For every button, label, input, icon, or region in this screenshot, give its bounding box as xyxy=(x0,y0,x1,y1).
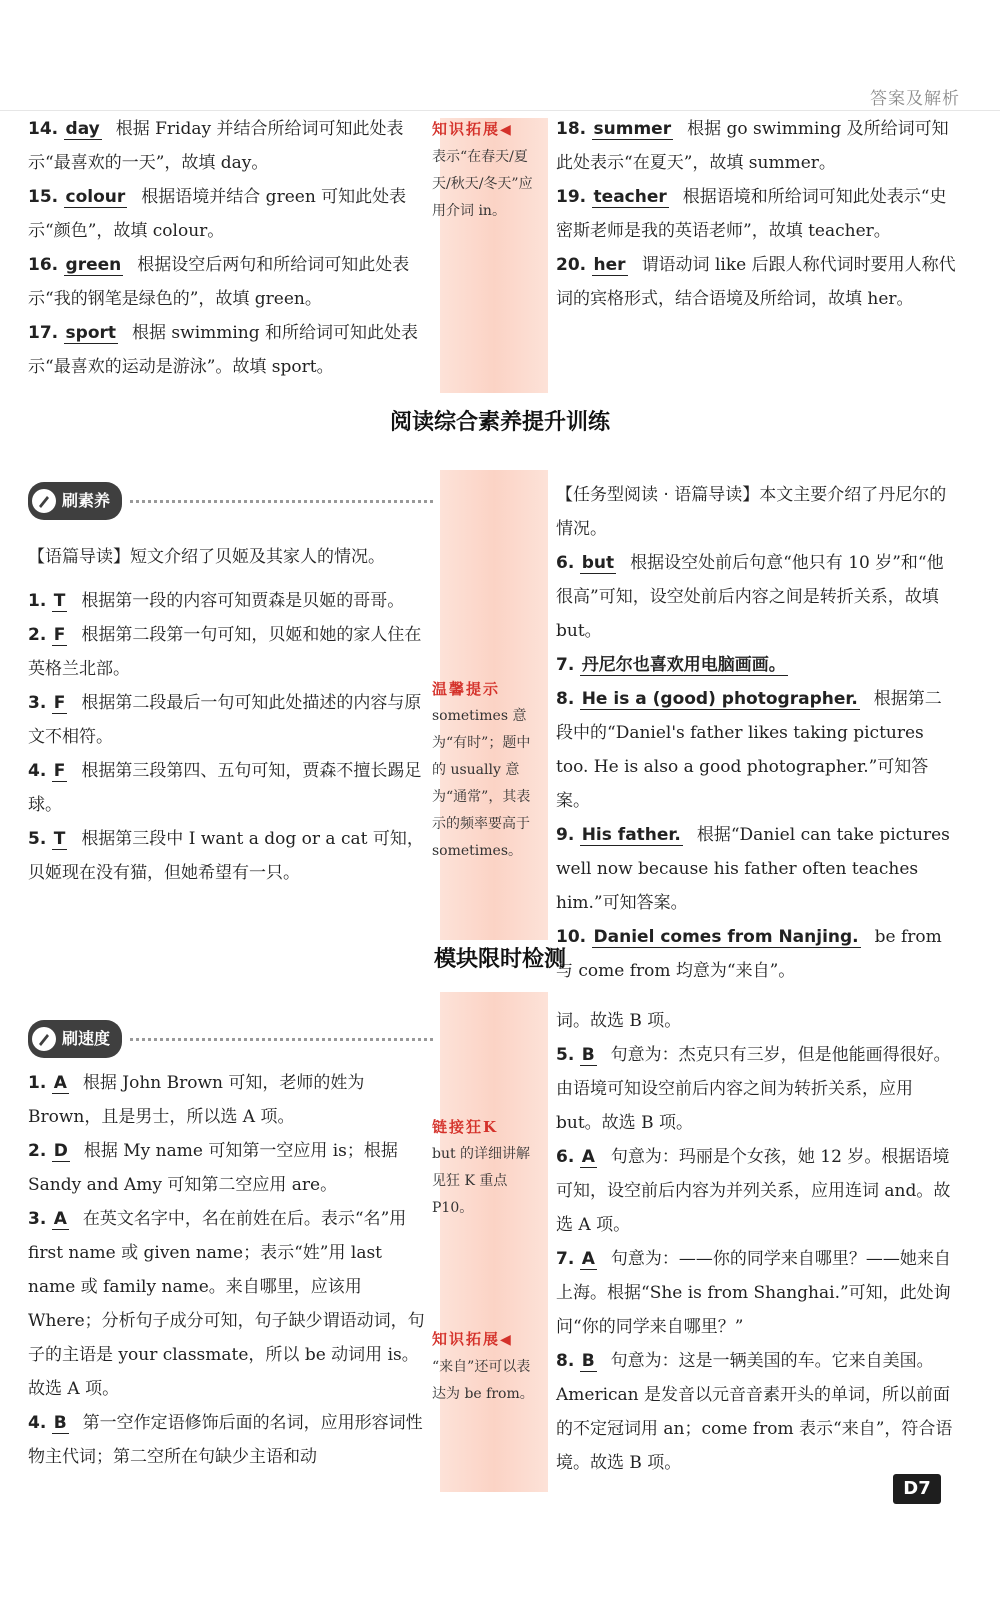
answer-word: T xyxy=(53,829,66,849)
note-title: 温馨提示 xyxy=(432,680,501,698)
answer-word: day xyxy=(65,119,100,139)
section1-left-column xyxy=(28,482,433,890)
answer-word: colour xyxy=(65,187,126,207)
side-note-tip xyxy=(432,676,542,865)
note-title: 知识拓展 xyxy=(432,1330,501,1348)
answer-item: 1. A 根据 John Brown 可知，老师的姓为 Brown，且是男士，所以选 A 项。 xyxy=(28,1073,365,1127)
section-tag: 刷速度 xyxy=(28,1020,122,1058)
answer-item: 16. green 根据设空后两句和所给词可知此处表示“我的钢笔是绿色的”，故填 green。 xyxy=(28,255,410,309)
answer-item: 18. summer 根据 go swimming 及所给词可知此处表示“在夏天”，故填 summer。 xyxy=(556,119,949,173)
answer-word: A xyxy=(53,1073,67,1093)
note-text: 表示“在春天/夏天/秋天/冬天”应用介词 in。 xyxy=(432,149,533,219)
answer-item: 14. day 根据 Friday 并结合所给词可知此处表示“最喜欢的一天”，故填 day。 xyxy=(28,119,404,173)
answer-word: B xyxy=(581,1351,595,1371)
answer-word: T xyxy=(53,591,66,611)
answer-item: 9. His father. 根据“Daniel can take pictures well now because his father often teaches him.”可知答案。 xyxy=(556,825,950,913)
answer-item: 4. B 第一空作定语修饰后面的名词，应用形容词性物主代词；第二空所在句缺少主语和动 xyxy=(28,1413,423,1467)
note-text: “来自”还可以表达为 be from。 xyxy=(432,1359,534,1402)
answer-item: 2. D 根据 My name 可知第一空应用 is；根据 Sandy and Amy 可知第二空应用 are。 xyxy=(28,1141,398,1195)
answer-item: 8. B 句意为：这是一辆美国的车。它来自美国。American 是发音以元音音素开头的单词，所以前面的不定冠词用 an；come from 表示“来自”，符合语境。故选 B 项。 xyxy=(556,1351,953,1473)
answer-word: He is a (good) photographer. xyxy=(581,689,858,709)
brush-icon xyxy=(32,1027,56,1051)
answer-word: B xyxy=(581,1045,595,1065)
note-title: 知识拓展 xyxy=(432,120,501,138)
note-text: but 的详细讲解见狂 K 重点 P10。 xyxy=(432,1146,531,1216)
answer-word: His father. xyxy=(581,825,681,845)
top-right-column xyxy=(556,112,956,316)
answer-word: D xyxy=(53,1141,68,1161)
answer-word: A xyxy=(581,1249,595,1269)
answer-item: 4. F 根据第三段第四、五句可知，贾森不擅长踢足球。 xyxy=(28,761,422,815)
side-note-knowledge xyxy=(432,1326,542,1408)
side-note-knowledge xyxy=(432,116,544,225)
passage-guide: 【语篇导读】短文介绍了贝姬及其家人的情况。 xyxy=(28,547,385,567)
answer-item: 5. B 句意为：杰克只有三岁，但是他能画得很好。由语境可知设空前后内容之间为转折关系，应用but。故选 B 项。 xyxy=(556,1045,951,1133)
tag-row xyxy=(28,482,433,520)
section2-right-column xyxy=(556,1004,956,1480)
arrow-icon: ◀ xyxy=(500,122,511,138)
answer-item: 5. T 根据第三段中 I want a dog or a cat 可知，贝姬现在没有猫，但她希望有一只。 xyxy=(28,829,424,883)
side-note-link xyxy=(432,1114,542,1222)
answer-word: but xyxy=(581,553,615,573)
answer-word: B xyxy=(53,1413,67,1433)
answer-word: her xyxy=(593,255,626,275)
answer-item: 2. F 根据第二段第一句可知，贝姬和她的家人住在英格兰北部。 xyxy=(28,625,422,679)
task-reading-guide: 【任务型阅读 · 语篇导读】本文主要介绍了丹尼尔的情况。 xyxy=(556,485,947,539)
section2-left-column xyxy=(28,1020,433,1474)
answer-item: 1. T 根据第一段的内容可知贾森是贝姬的哥哥。 xyxy=(28,591,405,611)
answer-item: 7. 丹尼尔也喜欢用电脑画画。 xyxy=(556,655,786,675)
answer-item: 8. He is a (good) photographer. 根据第二段中的“Daniel's father likes taking pictures too. He is also a good photographer.”可知答案。 xyxy=(556,689,942,811)
note-title: 链接狂K xyxy=(432,1118,499,1136)
top-left-column xyxy=(28,112,433,384)
answer-item: 6. A 句意为：玛丽是个女孩，她 12 岁。根据语境可知，设空前后内容为并列关系，应用连词 and。故选 A 项。 xyxy=(556,1147,951,1235)
section-tag: 刷素养 xyxy=(28,482,122,520)
section-title-module-test: 模块限时检测 xyxy=(433,947,566,972)
answer-item: 6. but 根据设空处前后句意“他只有 10 岁”和“他很高”可知，设空处前后内容之间是转折关系，故填 but。 xyxy=(556,553,944,641)
sidebar-band-bottom xyxy=(440,992,548,1492)
answer-item: 3. F 根据第二段最后一句可知此处描述的内容与原文不相符。 xyxy=(28,693,422,747)
answer-word: 丹尼尔也喜欢用电脑画画。 xyxy=(581,655,786,675)
answer-word: F xyxy=(53,625,66,645)
answer-item: 17. sport 根据 swimming 和所给词可知此处表示“最喜欢的运动是游泳”。故填 sport。 xyxy=(28,323,419,377)
page-header-title: 答案及解析 xyxy=(870,89,960,109)
answer-item: 3. A 在英文名字中，名在前姓在后。表示“名”用 first name 或 given name；表示“姓”用 last name 或 family name。来自哪里，应该用 Where；分析句子成分可知，句子缺少谓语动词，句子的主语是 your classmate，所以 be 动词用 is。故选 A 项。 xyxy=(28,1209,425,1399)
arrow-icon: ◀ xyxy=(500,1332,511,1348)
note-text: sometimes 意为“有时”；题中的 usually 意为“通常”，其表示的频率要高于 sometimes。 xyxy=(432,708,531,859)
answer-word: F xyxy=(53,693,66,713)
page-number: D7 xyxy=(893,1474,941,1504)
answer-item: 15. colour 根据语境并结合 green 可知此处表示“颜色”，故填 colour。 xyxy=(28,187,407,241)
continued-text: 词。故选 B 项。 xyxy=(556,1011,682,1031)
answer-word: A xyxy=(53,1209,67,1229)
brush-icon xyxy=(32,489,56,513)
section-title-reading: 阅读综合素养提升训练 xyxy=(389,410,610,435)
answer-word: summer xyxy=(593,119,672,139)
answer-word: green xyxy=(65,255,122,275)
answer-word: A xyxy=(581,1147,595,1167)
dotted-divider xyxy=(130,500,433,503)
answer-item: 10. Daniel comes from Nanjing. be from 与 come from 均意为“来自”。 xyxy=(556,927,942,981)
answer-item: 20. her 谓语动词 like 后跟人称代词时要用人称代词的宾格形式，结合语境及所给词，故填 her。 xyxy=(556,255,956,309)
answer-word: Daniel comes from Nanjing. xyxy=(593,927,859,947)
answer-item: 7. A 句意为：——你的同学来自哪里？——她来自上海。根据“She is from Shanghai.”可知，此处询问“你的同学来自哪里？” xyxy=(556,1249,951,1337)
header-divider xyxy=(0,110,1000,111)
answer-word: sport xyxy=(65,323,117,343)
answer-item: 19. teacher 根据语境和所给词可知此处表示“史密斯老师是我的英语老师”，故填 teacher。 xyxy=(556,187,947,241)
answer-word: F xyxy=(53,761,66,781)
answer-word: teacher xyxy=(593,187,667,207)
section1-right-column xyxy=(556,478,956,988)
tag-row xyxy=(28,1020,433,1058)
dotted-divider xyxy=(130,1038,433,1041)
